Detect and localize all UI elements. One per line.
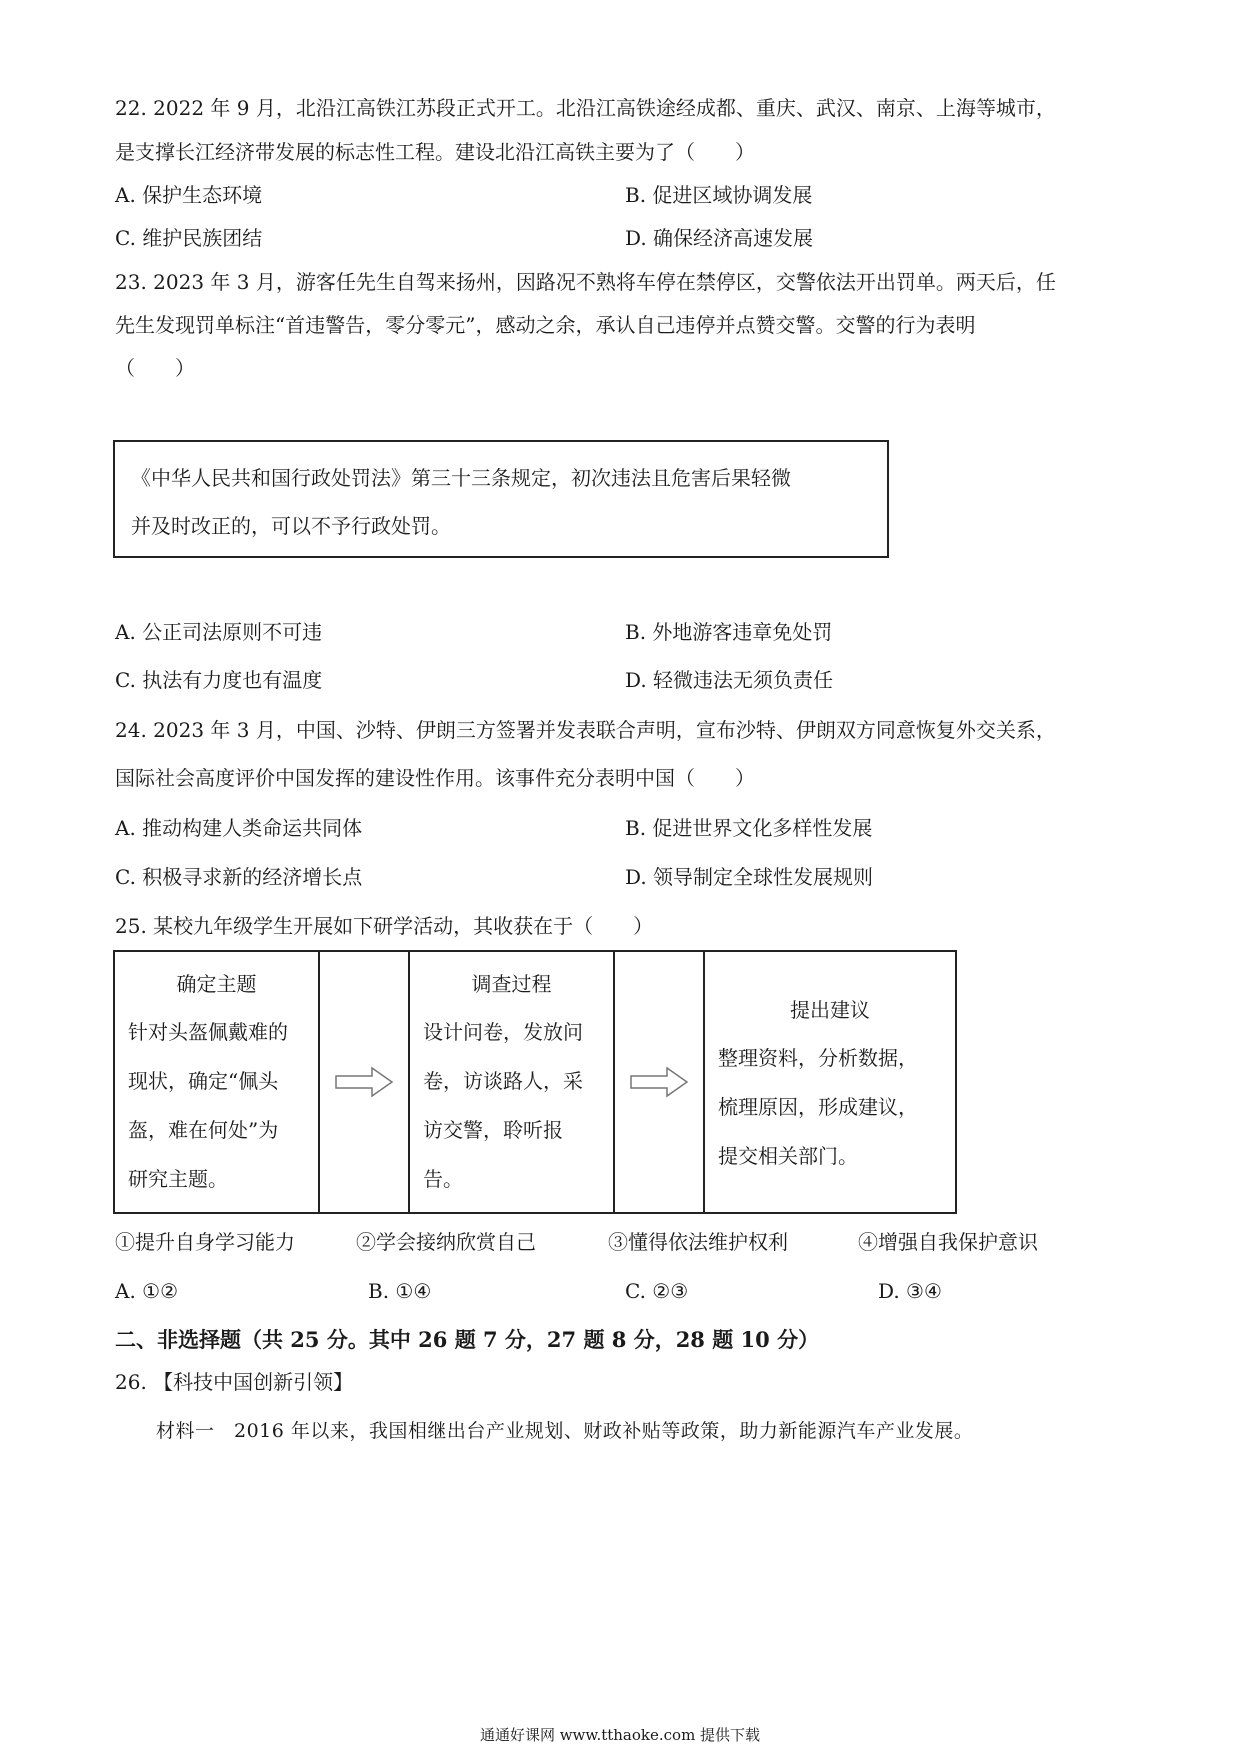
page-footer: 通通好课网 www.tthaoke.com 提供下载 <box>479 1726 761 1744</box>
flow-step-survey-line4: 告。 <box>423 1167 463 1191</box>
flow-step-topic <box>114 951 319 1213</box>
q23-option-d: D. 轻微违法无须负责任 <box>625 668 834 692</box>
q26-material-1: 材料一 2016 年以来，我国相继出台产业规划、财政补贴等政策，助力新能源汽车产业发展。 <box>156 1420 974 1442</box>
flow-step-topic-line3: 盔，难在何处”为 <box>128 1118 279 1142</box>
q25-stem: 25. 某校九年级学生开展如下研学活动，其收获在于（ ） <box>115 914 654 938</box>
q25-statement-4: ④增强自我保护意识 <box>858 1230 1038 1254</box>
q23-law-line1: 《中华人民共和国行政处罚法》第三十三条规定，初次违法且危害后果轻微 <box>131 466 791 490</box>
q24-stem-line2: 国际社会高度评价中国发挥的建设性作用。该事件充分表明中国（ ） <box>115 766 755 790</box>
q25-option-d: D. ③④ <box>878 1279 942 1303</box>
q24-stem-line1: 24. 2023 年 3 月，中国、沙特、伊朗三方签署并发表联合声明，宣布沙特、伊朗双方同意恢复外交关系， <box>115 718 1056 742</box>
flow-step-suggest-title: 提出建议 <box>790 998 870 1022</box>
q25-option-c: C. ②③ <box>625 1279 689 1303</box>
q24-option-c: C. 积极寻求新的经济增长点 <box>115 865 363 889</box>
flow-step-suggest <box>704 951 956 1213</box>
q22-stem-line1: 22. 2022 年 9 月，北沿江高铁江苏段正式开工。北沿江高铁途经成都、重庆、武汉、南京、上海等城市， <box>115 96 1056 120</box>
q25-option-a: A. ①② <box>115 1279 179 1303</box>
flow-step-topic-title: 确定主题 <box>176 972 257 996</box>
q25-statement-2: ②学会接纳欣赏自己 <box>356 1230 536 1254</box>
q23-law-box <box>113 440 889 558</box>
flow-arrow-cell-1 <box>319 951 409 1213</box>
q24-option-a: A. 推动构建人类命运共同体 <box>115 816 363 840</box>
flow-step-topic-line2: 现状，确定“佩头 <box>128 1069 279 1093</box>
q25-flow-table <box>113 950 957 1214</box>
q24-option-d: D. 领导制定全球性发展规则 <box>625 865 874 889</box>
q22-option-c: C. 维护民族团结 <box>115 226 263 250</box>
q23-option-a: A. 公正司法原则不可违 <box>115 620 323 644</box>
q22-option-a: A. 保护生态环境 <box>115 183 263 207</box>
q25-option-b: B. ①④ <box>368 1279 432 1303</box>
flow-step-topic-line1: 针对头盔佩戴难的 <box>128 1020 288 1044</box>
arrow-right-icon <box>320 1062 408 1102</box>
q23-stem-line2: 先生发现罚单标注“首违警告，零分零元”，感动之余，承认自己违停并点赞交警。交警的行为表明 <box>115 313 976 337</box>
flow-step-survey-line3: 访交警，聆听报 <box>423 1118 563 1142</box>
flow-step-survey-line2: 卷，访谈路人，采 <box>423 1069 583 1093</box>
section-two-title: 二、非选择题（共 25 分。其中 26 题 7 分，27 题 8 分，28 题 10 分） <box>115 1327 820 1352</box>
q23-option-b: B. 外地游客违章免处罚 <box>625 620 833 644</box>
q23-stem-line3: （ ） <box>115 356 195 380</box>
q23-stem-line1: 23. 2023 年 3 月，游客任先生自驾来扬州，因路况不熟将车停在禁停区，交警依法开出罚单。两天后，任 <box>115 270 1056 294</box>
flow-step-suggest-line2: 梳理原因，形成建议， <box>718 1095 918 1119</box>
q23-option-c: C. 执法有力度也有温度 <box>115 668 323 692</box>
flow-step-suggest-line1: 整理资料，分析数据， <box>718 1046 918 1070</box>
q25-statement-1: ①提升自身学习能力 <box>115 1230 295 1254</box>
flow-step-survey-line1: 设计问卷，发放问 <box>423 1020 583 1044</box>
q24-option-b: B. 促进世界文化多样性发展 <box>625 816 873 840</box>
arrow-right-icon <box>615 1062 703 1102</box>
q23-law-line2: 并及时改正的，可以不予行政处罚。 <box>131 514 451 538</box>
q22-option-b: B. 促进区域协调发展 <box>625 183 813 207</box>
q26-title: 26. 【科技中国创新引领】 <box>115 1370 354 1394</box>
q22-stem-line2: 是支撑长江经济带发展的标志性工程。建设北沿江高铁主要为了（ ） <box>115 140 755 164</box>
flow-arrow-cell-2 <box>614 951 704 1213</box>
q25-statement-3: ③懂得依法维护权利 <box>608 1230 788 1254</box>
flow-step-survey <box>409 951 614 1213</box>
flow-step-topic-line4: 研究主题。 <box>128 1167 228 1191</box>
flow-step-suggest-line3: 提交相关部门。 <box>718 1144 858 1168</box>
q22-option-d: D. 确保经济高速发展 <box>625 226 814 250</box>
flow-step-survey-title: 调查过程 <box>471 972 552 996</box>
